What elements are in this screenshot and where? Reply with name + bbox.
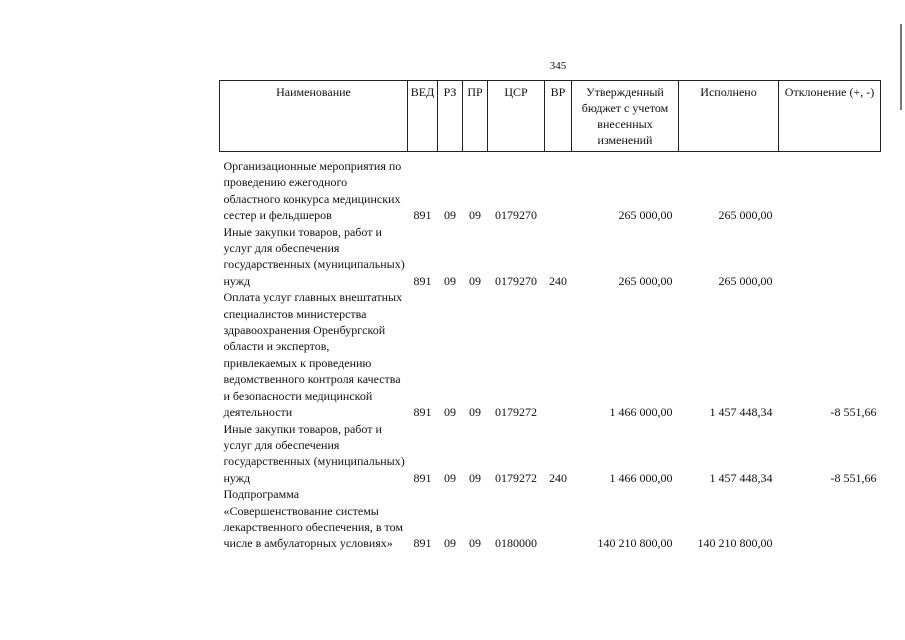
row-name: Иные закупки товаров, работ и услуг для обеспечения государственных (муниципальных) нужд [223,421,405,485]
row-csr: 0179272 [495,470,537,485]
row-vr [545,152,572,224]
row-deviation [779,152,881,224]
row-ved: 891 [413,273,432,288]
page-number: 345 [549,60,567,72]
row-approved: 1 466 000,00 [609,405,673,420]
row-pr: 09 [469,536,481,551]
row-csr: 0179270 [495,273,537,288]
row-rz: 09 [444,536,456,551]
budget-execution-table [219,80,881,552]
row-name: Иные закупки товаров, работ и услуг для обеспечения государственных (муниципальных) нужд [223,224,405,288]
header-executed: Исполнено [679,81,779,152]
row-vr: 240 [549,273,567,288]
row-rz: 09 [444,208,456,223]
scan-edge-mark [900,24,902,110]
row-pr: 09 [469,405,481,420]
row-deviation: -8 551,66 [830,470,877,485]
row-csr: 0179272 [495,405,537,420]
row-name: Оплата услуг главных внештатных специалистов министерства здравоохранения Оренбургской области и экспертов, привлекаемых к проведению ведомственного контроля качества и безопасности медицинской деятельности [223,290,403,420]
row-pr: 09 [469,273,481,288]
row-deviation [779,224,881,290]
table-row [220,152,881,224]
row-csr: 0179270 [495,208,537,223]
row-name: Организационные мероприятия по проведению ежегодного областного конкурса медицинских сестер и фельдшеров [223,159,402,223]
table-header-row [220,81,881,152]
header-vr: ВР [545,81,572,152]
row-ved: 891 [413,405,432,420]
row-rz: 09 [444,470,456,485]
table-row [220,289,881,420]
row-pr: 09 [469,470,481,485]
table-row [220,421,881,487]
row-vr: 240 [549,470,567,485]
row-executed: 1 457 448,34 [709,405,773,420]
row-rz: 09 [444,405,456,420]
header-ved: ВЕД [408,81,438,152]
header-approved: Утвержденный бюджет с учетом внесенных изменений [572,81,679,152]
header-deviation: Отклонение (+, -) [779,81,881,152]
header-pr: ПР [463,81,488,152]
table-row [220,224,881,290]
row-ved: 891 [413,470,432,485]
row-ved: 891 [413,208,432,223]
row-vr [545,289,572,420]
row-executed: 265 000,00 [718,273,773,288]
row-deviation: -8 551,66 [830,405,877,420]
row-csr: 0180000 [495,536,537,551]
header-rz: РЗ [438,81,463,152]
row-name: Подпрограмма «Совершенствование системы лекарственного обеспечения, в том числе в амбулаторных условиях» [223,487,403,551]
row-vr [545,486,572,552]
row-approved: 265 000,00 [618,273,673,288]
row-approved: 265 000,00 [618,208,673,223]
header-csr: ЦСР [488,81,545,152]
row-ved: 891 [413,536,432,551]
row-approved: 140 210 800,00 [597,536,673,551]
table-row [220,486,881,552]
row-pr: 09 [469,208,481,223]
row-executed: 140 210 800,00 [697,536,773,551]
row-executed: 1 457 448,34 [709,470,773,485]
row-executed: 265 000,00 [718,208,773,223]
header-name: Наименование [220,81,408,152]
row-rz: 09 [444,273,456,288]
row-approved: 1 466 000,00 [609,470,673,485]
row-deviation [779,486,881,552]
